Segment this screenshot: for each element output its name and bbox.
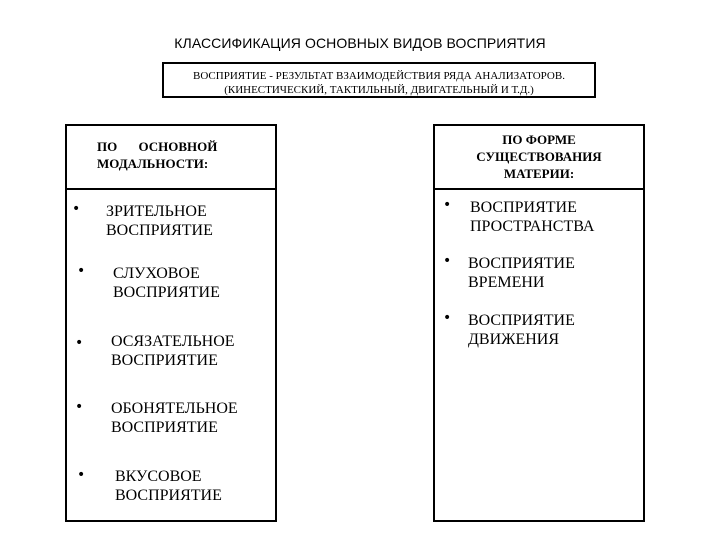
- definition-box: [162, 62, 596, 98]
- list-item-space: [470, 198, 594, 236]
- bullet-icon: •: [77, 263, 86, 279]
- modality-panel: [65, 124, 277, 522]
- diagram-title: КЛАССИФИКАЦИЯ ОСНОВНЫХ ВИДОВ ВОСПРИЯТИЯ: [174, 35, 546, 51]
- list-item-tactile: [111, 332, 235, 370]
- modality-heading-line-2: МОДАЛЬНОСТИ:: [97, 156, 209, 171]
- item-line-2: ВОСПРИЯТИЕ: [111, 352, 218, 369]
- bullet-icon: •: [443, 310, 452, 326]
- modality-heading-line-1: ПО ОСНОВНОЙ: [97, 139, 218, 154]
- matter-heading-line-1: ПО ФОРМЕ: [502, 132, 576, 147]
- item-line-2: ВРЕМЕНИ: [468, 274, 545, 291]
- definition-line-2: (КИНЕСТИЧЕСКИЙ, ТАКТИЛЬНЫЙ, ДВИГАТЕЛЬНЫЙ И Т.Д.): [224, 84, 534, 96]
- bullet-icon: •: [77, 467, 86, 483]
- item-line-1: ОБОНЯТЕЛЬНОЕ: [111, 400, 238, 417]
- matter-form-panel-heading: [435, 126, 643, 190]
- item-line-2: ВОСПРИЯТИЕ: [111, 419, 218, 436]
- item-line-2: ВОСПРИЯТИЕ: [115, 487, 222, 504]
- item-line-1: ВОСПРИЯТИЕ: [468, 312, 575, 329]
- bullet-icon: •: [72, 201, 81, 217]
- matter-heading-line-2: СУЩЕСТВОВАНИЯ: [476, 149, 602, 164]
- item-line-1: ЗРИТЕЛЬНОЕ: [106, 203, 207, 220]
- item-line-1: ВОСПРИЯТИЕ: [470, 199, 577, 216]
- bullet-icon: •: [443, 253, 452, 269]
- matter-heading-line-3: МАТЕРИИ:: [503, 166, 575, 181]
- list-item-time: [468, 254, 575, 292]
- item-line-2: ВОСПРИЯТИЕ: [113, 284, 220, 301]
- item-line-1: ВКУСОВОЕ: [115, 468, 202, 485]
- item-line-1: ОСЯЗАТЕЛЬНОЕ: [111, 333, 235, 350]
- item-line-1: СЛУХОВОЕ: [113, 265, 200, 282]
- list-item-motion: [468, 311, 575, 349]
- list-item-auditory: [113, 264, 220, 302]
- definition-line-1: ВОСПРИЯТИЕ - РЕЗУЛЬТАТ ВЗАИМОДЕЙСТВИЯ РЯДА АНАЛИЗАТОРОВ.: [193, 70, 565, 82]
- list-item-gustatory: [115, 467, 222, 505]
- bullet-icon: •: [75, 335, 84, 351]
- bullet-icon: •: [443, 197, 452, 213]
- item-line-2: ПРОСТРАНСТВА: [470, 218, 595, 235]
- item-line-1: ВОСПРИЯТИЕ: [468, 255, 575, 272]
- list-item-olfactory: [111, 399, 238, 437]
- item-line-2: ВОСПРИЯТИЕ: [106, 222, 213, 239]
- bullet-icon: •: [75, 399, 84, 415]
- list-item-visual: [106, 202, 213, 240]
- item-line-2: ДВИЖЕНИЯ: [468, 331, 560, 348]
- modality-panel-heading: [67, 126, 275, 190]
